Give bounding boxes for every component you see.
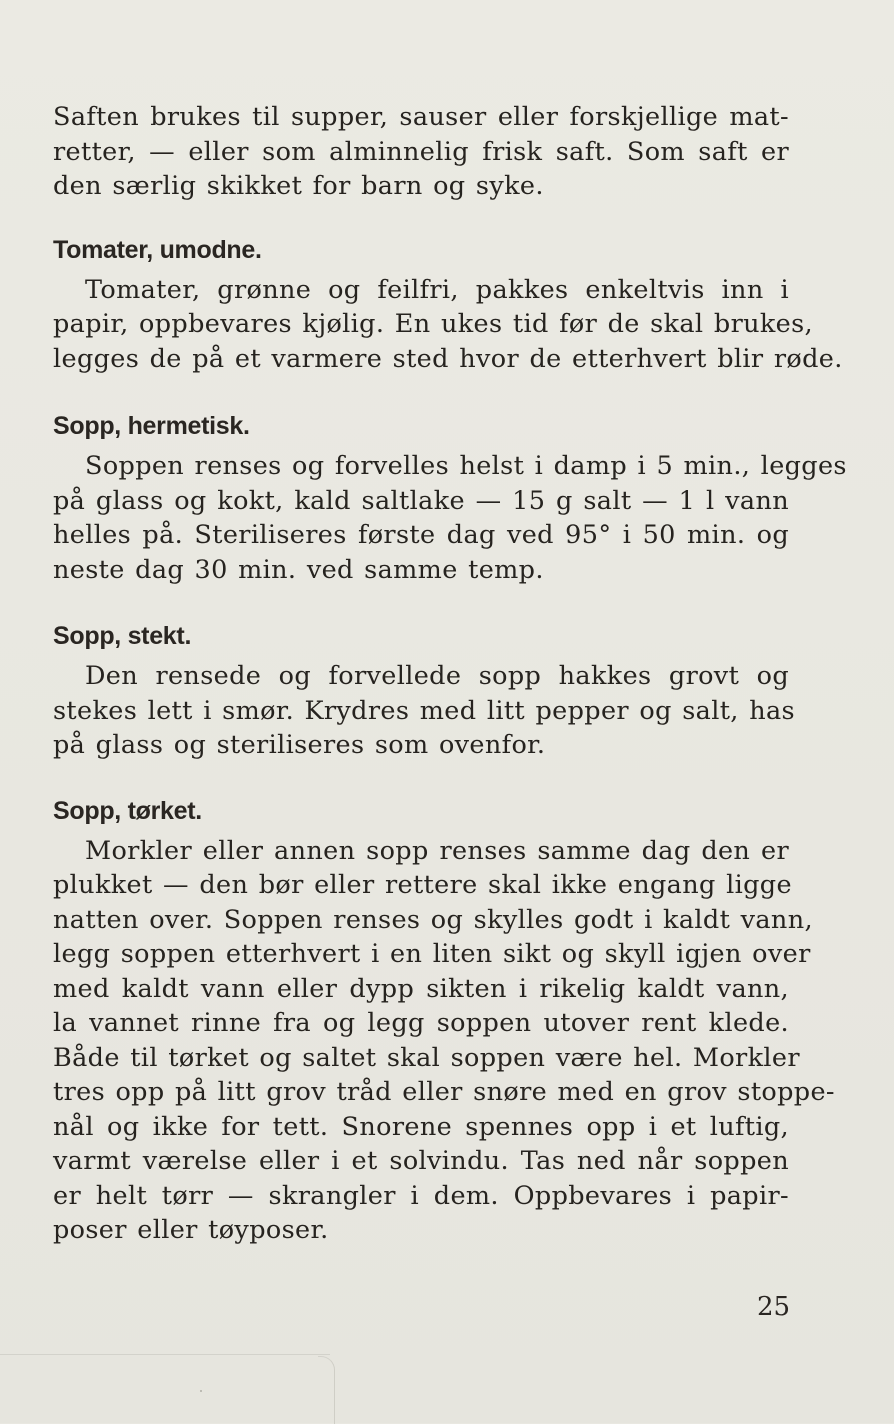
paper-speck [200, 1390, 202, 1392]
text-line: nål og ikke for tett. Snorene spennes opp i et luftig, [53, 1111, 789, 1142]
text-line: neste dag 30 min. ved samme temp. [53, 554, 544, 585]
text-line: natten over. Soppen renses og skylles godt i kaldt vann, [53, 904, 813, 935]
text-line: Saften brukes til supper, sauser eller forskjellige mat- [53, 102, 789, 132]
text-line: legges de på et varmere sted hvor de etterhvert blir røde. [53, 343, 843, 374]
text-line: på glass og steriliseres som ovenfor. [53, 730, 546, 760]
section-body-tomater [53, 273, 843, 377]
text-line: Både til tørket og saltet skal soppen være hel. Morkler [53, 1042, 800, 1073]
page-content [53, 100, 847, 1248]
text-line: stekes lett i smør. Krydres med litt pepper og salt, has [53, 695, 795, 726]
text-line: Den rensede og forvellede sopp hakkes grovt og [85, 661, 789, 691]
section-heading-sopp-hermetisk: Sopp, hermetisk. [53, 412, 250, 440]
text-line: den særlig skikket for barn og syke. [53, 171, 544, 201]
section-body-sopp-torket [53, 834, 835, 1248]
text-line: på glass og kokt, kald saltlake — 15 g salt — 1 l vann [53, 485, 789, 516]
text-line: retter, — eller som alminnelig frisk saft. Som saft er [53, 136, 789, 167]
text-line: plukket — den bør eller rettere skal ikke engang ligge [53, 870, 792, 900]
text-line: poser eller tøyposer. [53, 1215, 329, 1245]
text-line: Tomater, grønne og feilfri, pakkes enkeltvis inn i [85, 274, 789, 305]
text-line: Soppen renses og forvelles helst i damp i 5 min., legges [85, 451, 847, 481]
section-heading-tomater: Tomater, umodne. [53, 235, 262, 264]
text-line: legg soppen etterhvert i en liten sikt og skyll igjen over [53, 939, 811, 969]
text-line: Morkler eller annen sopp renses samme dag den er [85, 835, 789, 866]
section-heading-sopp-stekt: Sopp, stekt. [53, 622, 192, 650]
page-fold-line [0, 1354, 330, 1355]
text-line: tres opp på litt grov tråd eller snøre med en grov stoppe- [53, 1077, 835, 1107]
text-line: papir, oppbevares kjølig. En ukes tid før de skal brukes, [53, 309, 814, 339]
intro-paragraph [53, 100, 789, 204]
text-line: varmt værelse eller i et solvindu. Tas ned når soppen [53, 1146, 789, 1176]
section-body-sopp-stekt [53, 659, 795, 763]
text-line: helles på. Steriliseres første dag ved 95° i 50 min. og [53, 520, 789, 550]
section-heading-sopp-torket: Sopp, tørket. [53, 796, 202, 825]
text-line: med kaldt vann eller dypp sikten i rikelig kaldt vann, [53, 973, 789, 1004]
page-fold-corner [318, 1356, 335, 1424]
section-body-sopp-hermetisk [53, 449, 847, 587]
text-line: er helt tørr — skrangler i dem. Oppbevares i papir- [53, 1180, 789, 1211]
text-line: la vannet rinne fra og legg soppen utover rent klede. [53, 1008, 789, 1038]
page-number: 25 [757, 1292, 791, 1322]
